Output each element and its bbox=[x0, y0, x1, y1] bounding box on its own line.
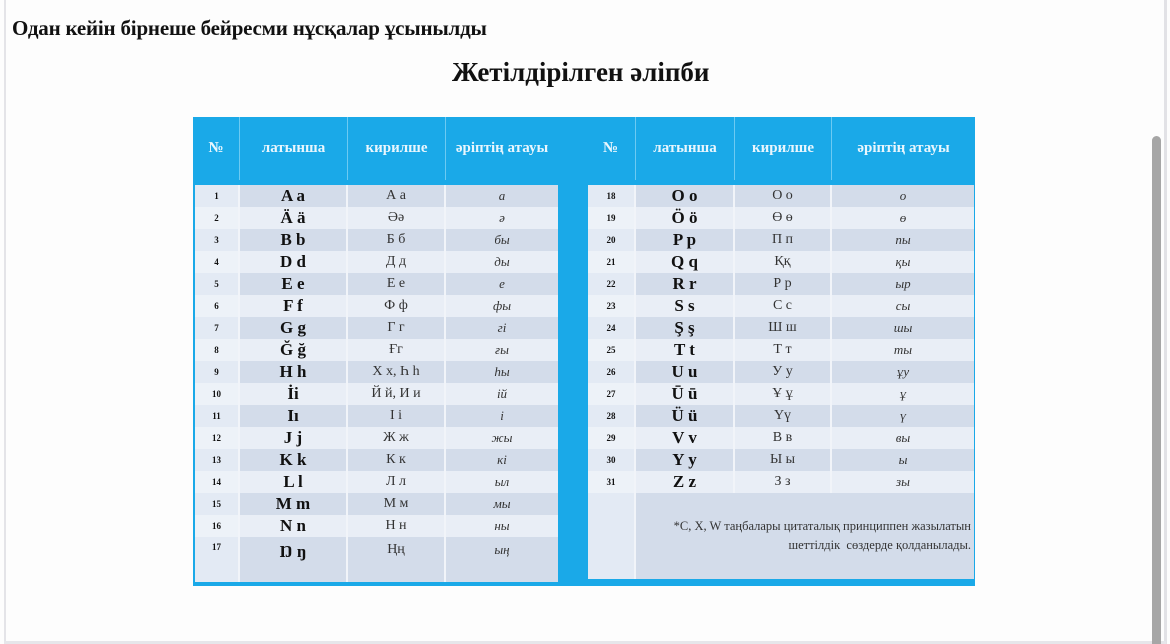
latin-letter: K k bbox=[240, 449, 348, 471]
table-row bbox=[588, 361, 974, 383]
table-row bbox=[588, 427, 974, 449]
table-row bbox=[195, 515, 558, 537]
table-row bbox=[588, 405, 974, 427]
latin-letter: F f bbox=[240, 295, 348, 317]
cyrillic-letter: А а bbox=[348, 185, 446, 207]
row-number: 9 bbox=[195, 361, 240, 383]
letter-name: һы bbox=[446, 361, 558, 383]
cyrillic-letter: Г г bbox=[348, 317, 446, 339]
footnote bbox=[636, 493, 974, 579]
latin-letter: E e bbox=[240, 273, 348, 295]
letter-name: ыр bbox=[832, 273, 974, 295]
latin-letter: O o bbox=[636, 185, 735, 207]
row-number: 25 bbox=[588, 339, 636, 361]
table-row bbox=[195, 339, 558, 361]
row-number: 19 bbox=[588, 207, 636, 229]
latin-letter: H h bbox=[240, 361, 348, 383]
latin-letter: B b bbox=[240, 229, 348, 251]
row-number: 20 bbox=[588, 229, 636, 251]
cyrillic-letter: Х х, Һ h bbox=[348, 361, 446, 383]
cyrillic-letter: О о bbox=[735, 185, 832, 207]
footnote-line: шеттілдік сөздерде қолданылады. bbox=[788, 538, 971, 552]
letter-name: жы bbox=[446, 427, 558, 449]
latin-letter: P p bbox=[636, 229, 735, 251]
letter-name: шы bbox=[832, 317, 974, 339]
table-row bbox=[588, 295, 974, 317]
cyrillic-letter: Р р bbox=[735, 273, 832, 295]
latin-letter: U u bbox=[636, 361, 735, 383]
header-latin: латынша bbox=[240, 117, 348, 180]
cyrillic-letter: Е е bbox=[348, 273, 446, 295]
table-row bbox=[588, 273, 974, 295]
row-number: 15 bbox=[195, 493, 240, 515]
row-number: 18 bbox=[588, 185, 636, 207]
cyrillic-letter: Ғг bbox=[348, 339, 446, 361]
row-number: 2 bbox=[195, 207, 240, 229]
latin-letter: N n bbox=[240, 515, 348, 537]
footnote-line: *C, X, W таңбалары цитаталық принциппен жазылатын bbox=[673, 519, 971, 533]
row-number: 26 bbox=[588, 361, 636, 383]
table-header bbox=[193, 117, 558, 180]
row-number: 27 bbox=[588, 383, 636, 405]
row-number: 23 bbox=[588, 295, 636, 317]
latin-letter: J j bbox=[240, 427, 348, 449]
row-number: 8 bbox=[195, 339, 240, 361]
row-number: 12 bbox=[195, 427, 240, 449]
cyrillic-letter: У у bbox=[735, 361, 832, 383]
latin-letter: L l bbox=[240, 471, 348, 493]
cyrillic-letter: Ф ф bbox=[348, 295, 446, 317]
cyrillic-letter: З з bbox=[735, 471, 832, 493]
latin-letter: Ğ ğ bbox=[240, 339, 348, 361]
latin-letter: T t bbox=[636, 339, 735, 361]
row-number: 21 bbox=[588, 251, 636, 273]
row-number: 3 bbox=[195, 229, 240, 251]
letter-name: а bbox=[446, 185, 558, 207]
row-number: 7 bbox=[195, 317, 240, 339]
alphabet-table-right bbox=[586, 117, 975, 586]
table-row bbox=[195, 185, 558, 207]
cyrillic-letter: Ө ө bbox=[735, 207, 832, 229]
row-number: 22 bbox=[588, 273, 636, 295]
row-number: 14 bbox=[195, 471, 240, 493]
cyrillic-letter: Ұ ұ bbox=[735, 383, 832, 405]
letter-name: ө bbox=[832, 207, 974, 229]
row-number: 30 bbox=[588, 449, 636, 471]
row-number: 24 bbox=[588, 317, 636, 339]
letter-name: ұ bbox=[832, 383, 974, 405]
letter-name: сы bbox=[832, 295, 974, 317]
row-number bbox=[588, 493, 636, 579]
footnote-row bbox=[588, 493, 974, 579]
row-number: 13 bbox=[195, 449, 240, 471]
table-row bbox=[195, 493, 558, 515]
latin-letter: Z z bbox=[636, 471, 735, 493]
row-number: 10 bbox=[195, 383, 240, 405]
table-title: Жетілдірілген әліпби bbox=[452, 57, 710, 87]
row-number: 6 bbox=[195, 295, 240, 317]
latin-letter: Ş ş bbox=[636, 317, 735, 339]
letter-name: ә bbox=[446, 207, 558, 229]
table-row bbox=[195, 449, 558, 471]
row-number: 11 bbox=[195, 405, 240, 427]
latin-letter: Ö ö bbox=[636, 207, 735, 229]
table-row bbox=[588, 339, 974, 361]
cyrillic-letter: С с bbox=[735, 295, 832, 317]
alphabet-table bbox=[193, 117, 975, 586]
latin-letter: İi bbox=[240, 383, 348, 405]
letter-name: ү bbox=[832, 405, 974, 427]
alphabet-table-left bbox=[193, 117, 566, 586]
row-number: 4 bbox=[195, 251, 240, 273]
cyrillic-letter: Ш ш bbox=[735, 317, 832, 339]
window-right-border bbox=[1164, 0, 1167, 644]
table-header bbox=[586, 117, 975, 180]
left-rows bbox=[195, 185, 558, 582]
table-row bbox=[195, 537, 558, 582]
cyrillic-letter: Ы ы bbox=[735, 449, 832, 471]
row-number: 17 bbox=[195, 537, 240, 582]
table-row bbox=[195, 317, 558, 339]
cyrillic-letter: І і bbox=[348, 405, 446, 427]
cyrillic-letter: Ж ж bbox=[348, 427, 446, 449]
window-left-border bbox=[4, 0, 6, 642]
letter-name: і bbox=[446, 405, 558, 427]
latin-letter: Q q bbox=[636, 251, 735, 273]
row-number: 29 bbox=[588, 427, 636, 449]
table-row bbox=[588, 471, 974, 493]
letter-name: ты bbox=[832, 339, 974, 361]
letter-name: ы bbox=[832, 449, 974, 471]
latin-letter: V v bbox=[636, 427, 735, 449]
latin-letter: A a bbox=[240, 185, 348, 207]
table-row bbox=[195, 427, 558, 449]
table-row bbox=[588, 229, 974, 251]
header-letter-name: әріптің атауы bbox=[857, 140, 950, 156]
table-row bbox=[588, 317, 974, 339]
latin-letter: S s bbox=[636, 295, 735, 317]
table-row bbox=[195, 361, 558, 383]
latin-letter: D d bbox=[240, 251, 348, 273]
latin-letter: Ä ä bbox=[240, 207, 348, 229]
header-letter-name: әріптің атауы bbox=[455, 140, 549, 156]
letter-name: қы bbox=[832, 251, 974, 273]
header-number: № bbox=[586, 117, 636, 180]
letter-name: бы bbox=[446, 229, 558, 251]
cyrillic-letter: П п bbox=[735, 229, 832, 251]
latin-letter: M m bbox=[240, 493, 348, 515]
letter-name: фы bbox=[446, 295, 558, 317]
table-row bbox=[195, 405, 558, 427]
table-row bbox=[588, 207, 974, 229]
footnote-text bbox=[674, 517, 971, 555]
table-row bbox=[588, 383, 974, 405]
cyrillic-letter: Ңң bbox=[348, 537, 446, 582]
row-number: 28 bbox=[588, 405, 636, 427]
row-number: 31 bbox=[588, 471, 636, 493]
letter-name: кі bbox=[446, 449, 558, 471]
cyrillic-letter: В в bbox=[735, 427, 832, 449]
cyrillic-letter: Ққ bbox=[735, 251, 832, 273]
cyrillic-letter: Й й, И и bbox=[348, 383, 446, 405]
table-row bbox=[195, 295, 558, 317]
row-number: 5 bbox=[195, 273, 240, 295]
latin-letter: Ŋ ŋ bbox=[240, 537, 348, 582]
letter-name: ұу bbox=[832, 361, 974, 383]
table-row bbox=[588, 251, 974, 273]
table-row bbox=[195, 471, 558, 493]
table-row bbox=[588, 185, 974, 207]
row-number: 16 bbox=[195, 515, 240, 537]
header-cyrillic: кирилше bbox=[348, 117, 446, 180]
header-latin: латынша bbox=[636, 117, 735, 180]
header-number: № bbox=[193, 117, 240, 180]
table-row bbox=[195, 229, 558, 251]
table-row bbox=[195, 251, 558, 273]
letter-name: ғы bbox=[446, 339, 558, 361]
latin-letter: Ū ū bbox=[636, 383, 735, 405]
letter-name: вы bbox=[832, 427, 974, 449]
cyrillic-letter: Үү bbox=[735, 405, 832, 427]
letter-name: гі bbox=[446, 317, 558, 339]
letter-name: ың bbox=[446, 537, 558, 582]
latin-letter: Y y bbox=[636, 449, 735, 471]
latin-letter: Iı bbox=[240, 405, 348, 427]
table-row bbox=[195, 383, 558, 405]
cyrillic-letter: Т т bbox=[735, 339, 832, 361]
letter-name: зы bbox=[832, 471, 974, 493]
cyrillic-letter: Д д bbox=[348, 251, 446, 273]
row-number: 1 bbox=[195, 185, 240, 207]
right-rows bbox=[588, 185, 974, 579]
cyrillic-letter: М м bbox=[348, 493, 446, 515]
letter-name: мы bbox=[446, 493, 558, 515]
latin-letter: R r bbox=[636, 273, 735, 295]
letter-name: о bbox=[832, 185, 974, 207]
cyrillic-letter: Н н bbox=[348, 515, 446, 537]
header-cyrillic: кирилше bbox=[735, 117, 832, 180]
cyrillic-letter: Л л bbox=[348, 471, 446, 493]
cyrillic-letter: Б б bbox=[348, 229, 446, 251]
cyrillic-letter: К к bbox=[348, 449, 446, 471]
latin-letter: Ü ü bbox=[636, 405, 735, 427]
table-row bbox=[588, 449, 974, 471]
section-heading: Одан кейін бірнеше бейресми нұсқалар ұсынылды bbox=[12, 16, 487, 40]
latin-letter: G g bbox=[240, 317, 348, 339]
vertical-scrollbar[interactable] bbox=[1152, 136, 1161, 644]
letter-name: пы bbox=[832, 229, 974, 251]
letter-name: ны bbox=[446, 515, 558, 537]
letter-name: е bbox=[446, 273, 558, 295]
table-row bbox=[195, 207, 558, 229]
cyrillic-letter: Әә bbox=[348, 207, 446, 229]
letter-name: ій bbox=[446, 383, 558, 405]
letter-name: ыл bbox=[446, 471, 558, 493]
letter-name: ды bbox=[446, 251, 558, 273]
table-row bbox=[195, 273, 558, 295]
